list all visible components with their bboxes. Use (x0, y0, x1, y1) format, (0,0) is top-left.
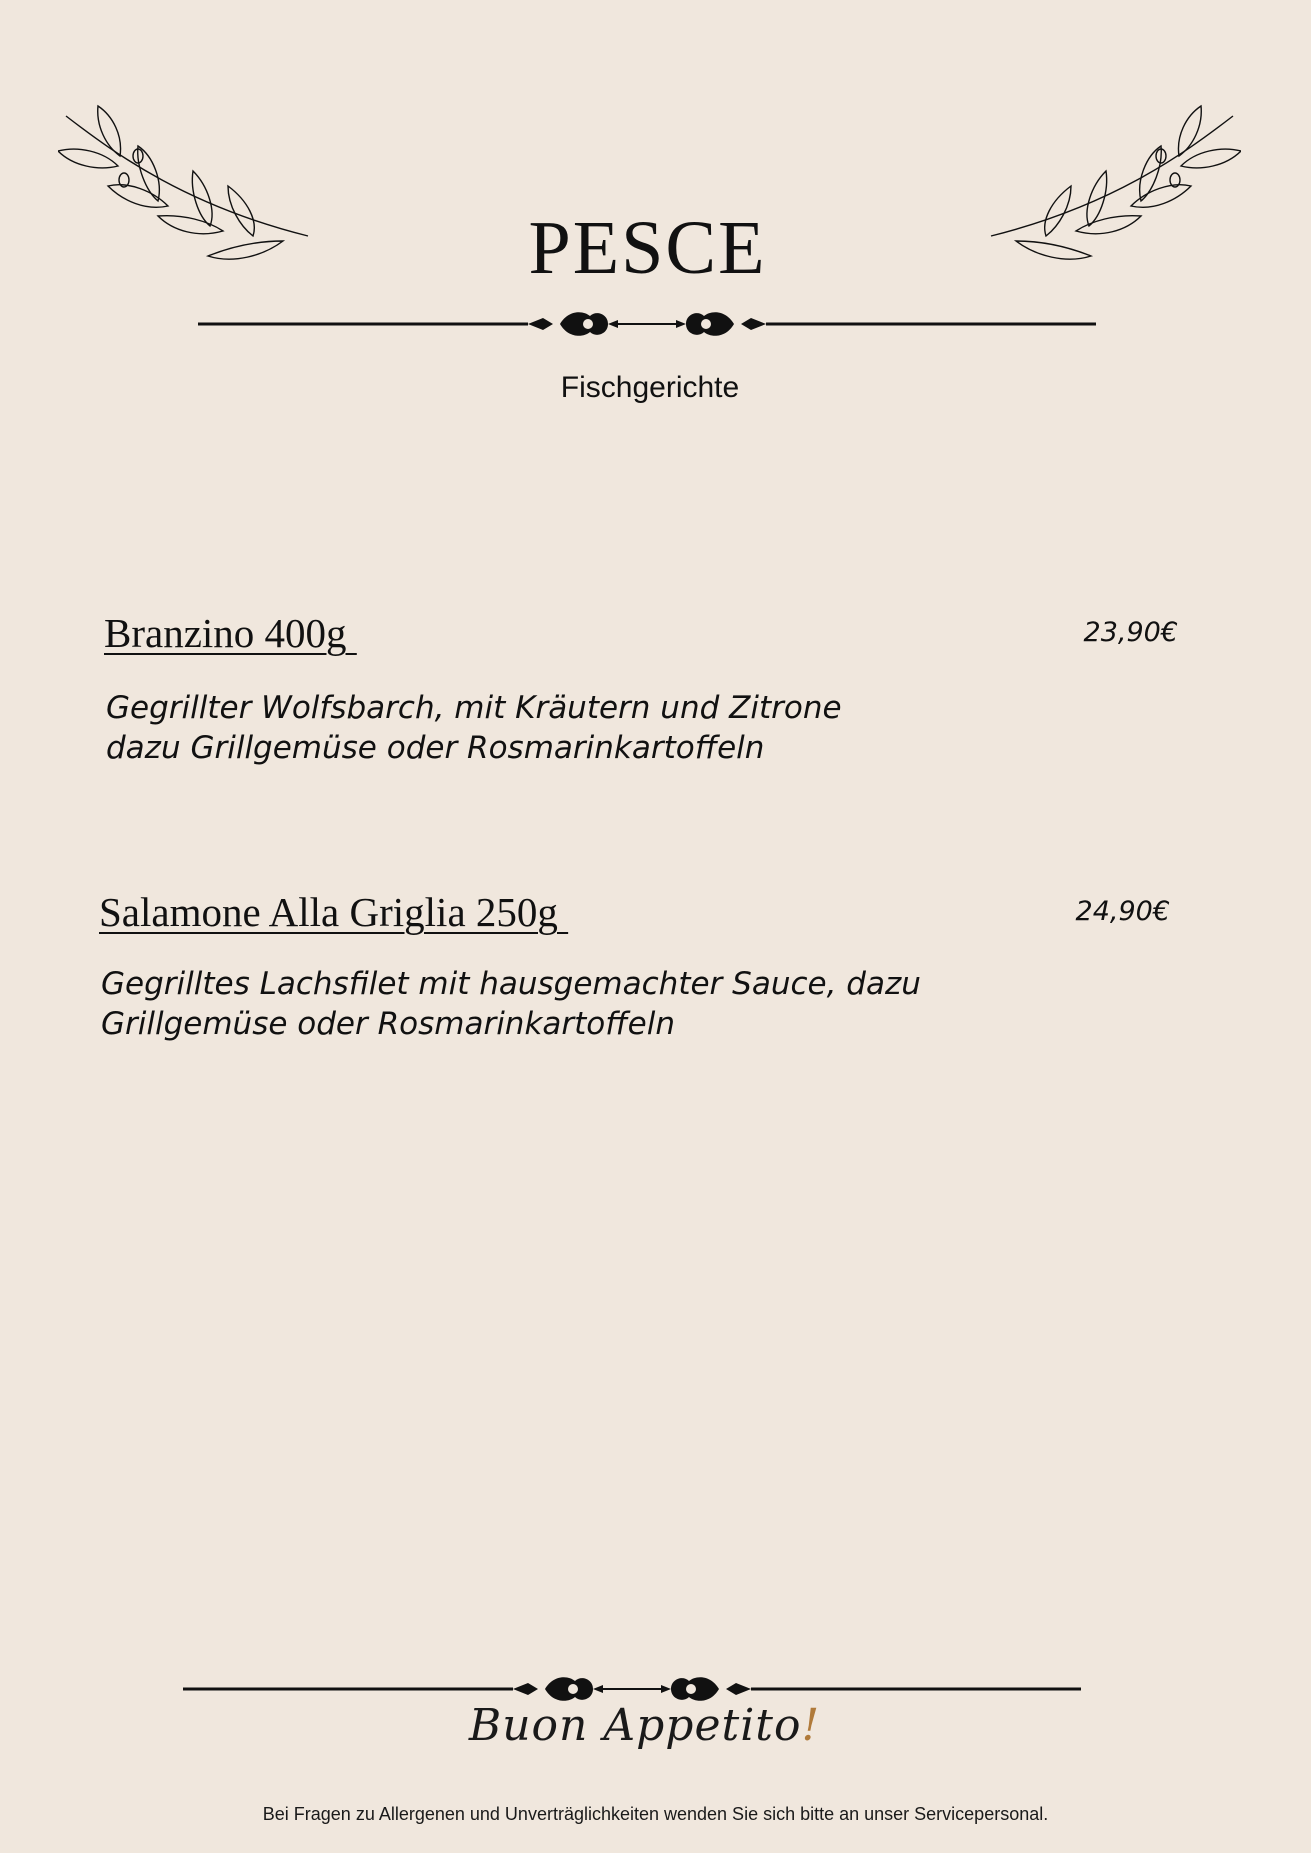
dish-name: Salamone Alla Griglia 250g (99, 889, 569, 935)
closing-exclamation: ! (801, 1700, 821, 1751)
dish-description-line: dazu Grillgemüse oder Rosmarinkartoffeln (106, 730, 765, 766)
dish-name: Branzino 400g (104, 610, 357, 656)
menu-title: PESCE (528, 206, 767, 290)
closing-greeting (0, 1700, 1289, 1751)
dish-description-line: Gegrillter Wolfsbarch, mit Kräutern und Zitrone (106, 690, 842, 726)
dish-description-line: Gegrilltes Lachsfilet mit hausgemachter Sauce, dazu (101, 966, 921, 1002)
dish-description (101, 964, 1061, 1044)
dish-description (106, 688, 1066, 768)
dish-description-line: Grillgemüse oder Rosmarinkartoffeln (101, 1006, 675, 1042)
allergen-note: Bei Fragen zu Allergenen und Unverträglichkeiten wenden Sie sich bitte an unser Servicepersonal. (262, 1804, 1049, 1824)
closing-text: Buon Appetito (468, 1700, 802, 1751)
dish-price: 23,90€ (1083, 617, 1178, 648)
ornamental-divider-top-icon (198, 304, 1096, 344)
dish-price: 24,90€ (1075, 896, 1170, 927)
menu-subtitle: Fischgerichte (560, 371, 740, 404)
